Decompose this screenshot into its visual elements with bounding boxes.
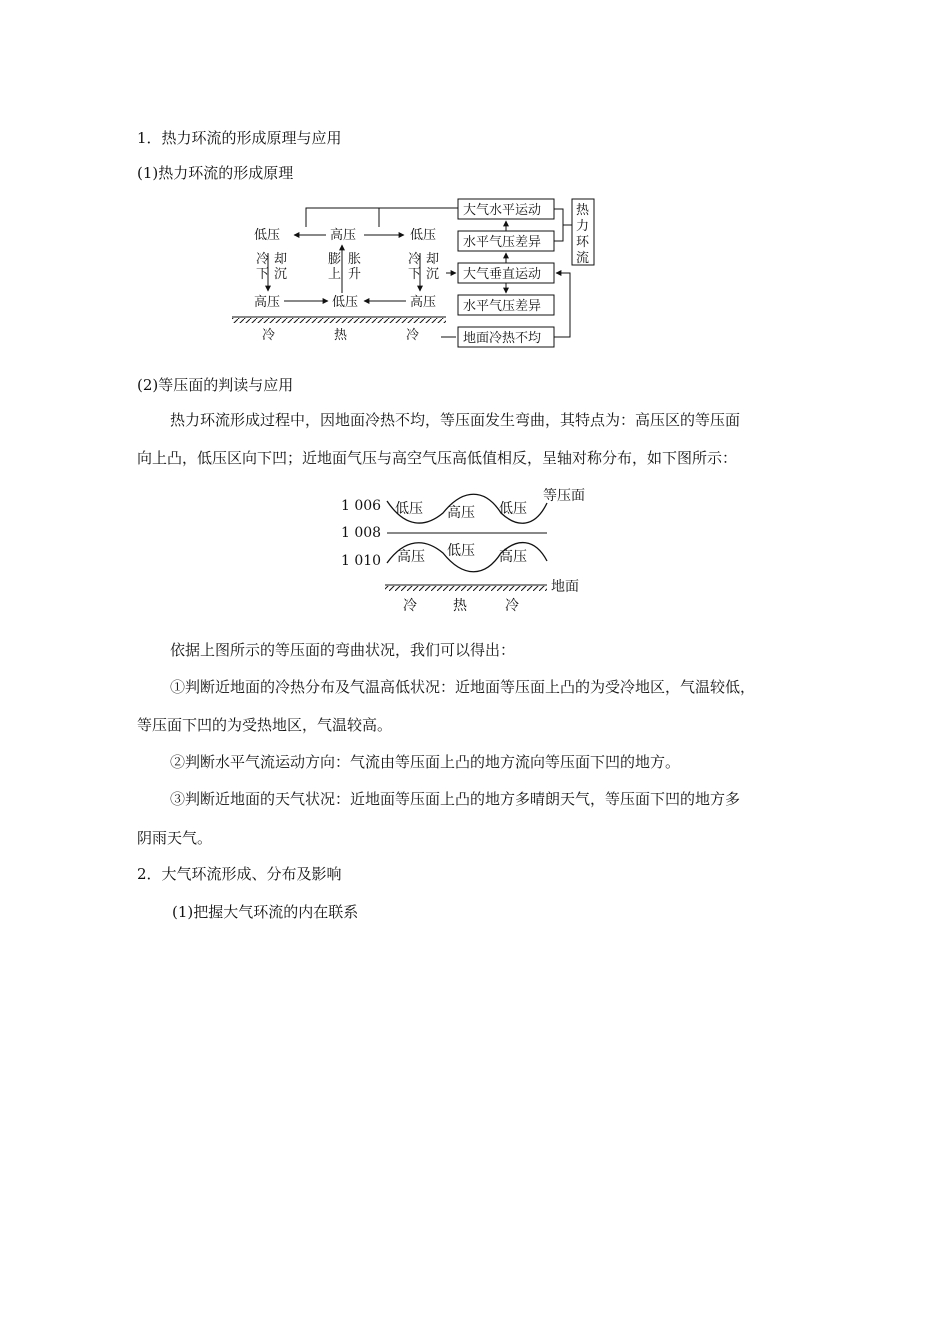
subsection-1-2: (2)等压面的判读与应用 [137,376,294,394]
d1-top-right: 低压 [410,228,437,243]
d2-upper-3: 低压 [499,501,527,517]
d1-side-1: 热 [576,203,590,218]
d1-box-4: 水平气压差异 [463,299,542,314]
item3-line2: 阴雨天气。 [137,829,213,847]
d1-v-l3: 却 [274,252,288,267]
d2-lower-2: 低压 [447,543,475,559]
d2-lower-1: 高压 [397,549,425,565]
d1-bot-left: 高压 [254,295,281,310]
d1-v-m4: 升 [348,267,362,282]
d1-v-r3: 却 [426,252,440,267]
para2: 依据上图所示的等压面的弯曲状况，我们可以得出： [170,641,516,659]
d1-v-m2: 上 [328,267,342,282]
d2-ground-2: 热 [453,598,467,614]
d1-ground-b: 热 [334,328,348,343]
para1-line2: 向上凸，低压区向下凹；近地面气压与高空气压高低值相反，呈轴对称分布，如下图所示： [137,449,738,467]
d1-ground-a: 冷 [262,328,276,343]
subsection-2-1: (1)把握大气环流的内在联系 [172,903,359,921]
thermal-circulation-diagram [226,193,606,348]
d1-v-r1: 冷 [408,252,422,267]
section-2-title: 2．大气环流形成、分布及影响 [137,865,342,883]
d1-bot-mid: 低压 [332,295,359,310]
d1-v-r4: 沉 [426,267,440,282]
d1-bot-right: 高压 [410,295,437,310]
d1-top-mid: 高压 [330,228,357,243]
section-1-title: 1．热力环流的形成原理与应用 [137,129,342,147]
item1-line2: 等压面下凹的为受热地区，气温较高。 [137,716,393,734]
item2: ②判断水平气流运动方向：气流由等压面上凸的地方流向等压面下凹的地方。 [170,753,681,771]
d2-ground-3: 冷 [505,598,519,614]
d1-v-l2: 下 [256,267,270,282]
d2-upper-2: 高压 [447,505,475,521]
d2-level-1010: 1 010 [341,553,382,569]
d2-level-1008: 1 008 [341,525,382,541]
d1-box-2: 水平气压差异 [463,235,542,250]
d1-v-m1: 膨 [328,252,342,267]
item1-line1: ①判断近地面的冷热分布及气温高低状况：近地面等压面上凸的为受冷地区，气温较低， [170,678,756,696]
d1-v-l4: 沉 [274,267,288,282]
d2-label-ground: 地面 [551,579,579,595]
subsection-1-1: (1)热力环流的形成原理 [137,164,294,182]
d2-level-1006: 1 006 [341,498,382,514]
para1-line1: 热力环流形成过程中，因地面冷热不均，等压面发生弯曲，其特点为：高压区的等压面 [170,411,741,429]
d1-side-3: 环 [576,235,590,250]
item3-line1: ③判断近地面的天气状况：近地面等压面上凸的地方多晴朗天气，等压面下凹的地方多 [170,790,741,808]
d2-ground-1: 冷 [403,598,417,614]
d2-upper-1: 低压 [395,501,423,517]
d1-v-l1: 冷 [256,252,270,267]
d1-box-3: 大气垂直运动 [463,267,542,282]
d1-side-2: 力 [576,219,590,234]
d1-ground-c: 冷 [406,328,420,343]
d2-label-surface: 等压面 [543,488,585,504]
d1-v-r2: 下 [408,267,422,282]
d1-side-4: 流 [576,251,590,266]
d1-box-1: 大气水平运动 [463,203,542,218]
d2-lower-3: 高压 [499,549,527,565]
d1-top-left: 低压 [254,228,281,243]
d1-v-m3: 胀 [348,252,362,267]
d1-box-5: 地面冷热不均 [463,331,542,346]
isobaric-surface-diagram [335,483,605,618]
